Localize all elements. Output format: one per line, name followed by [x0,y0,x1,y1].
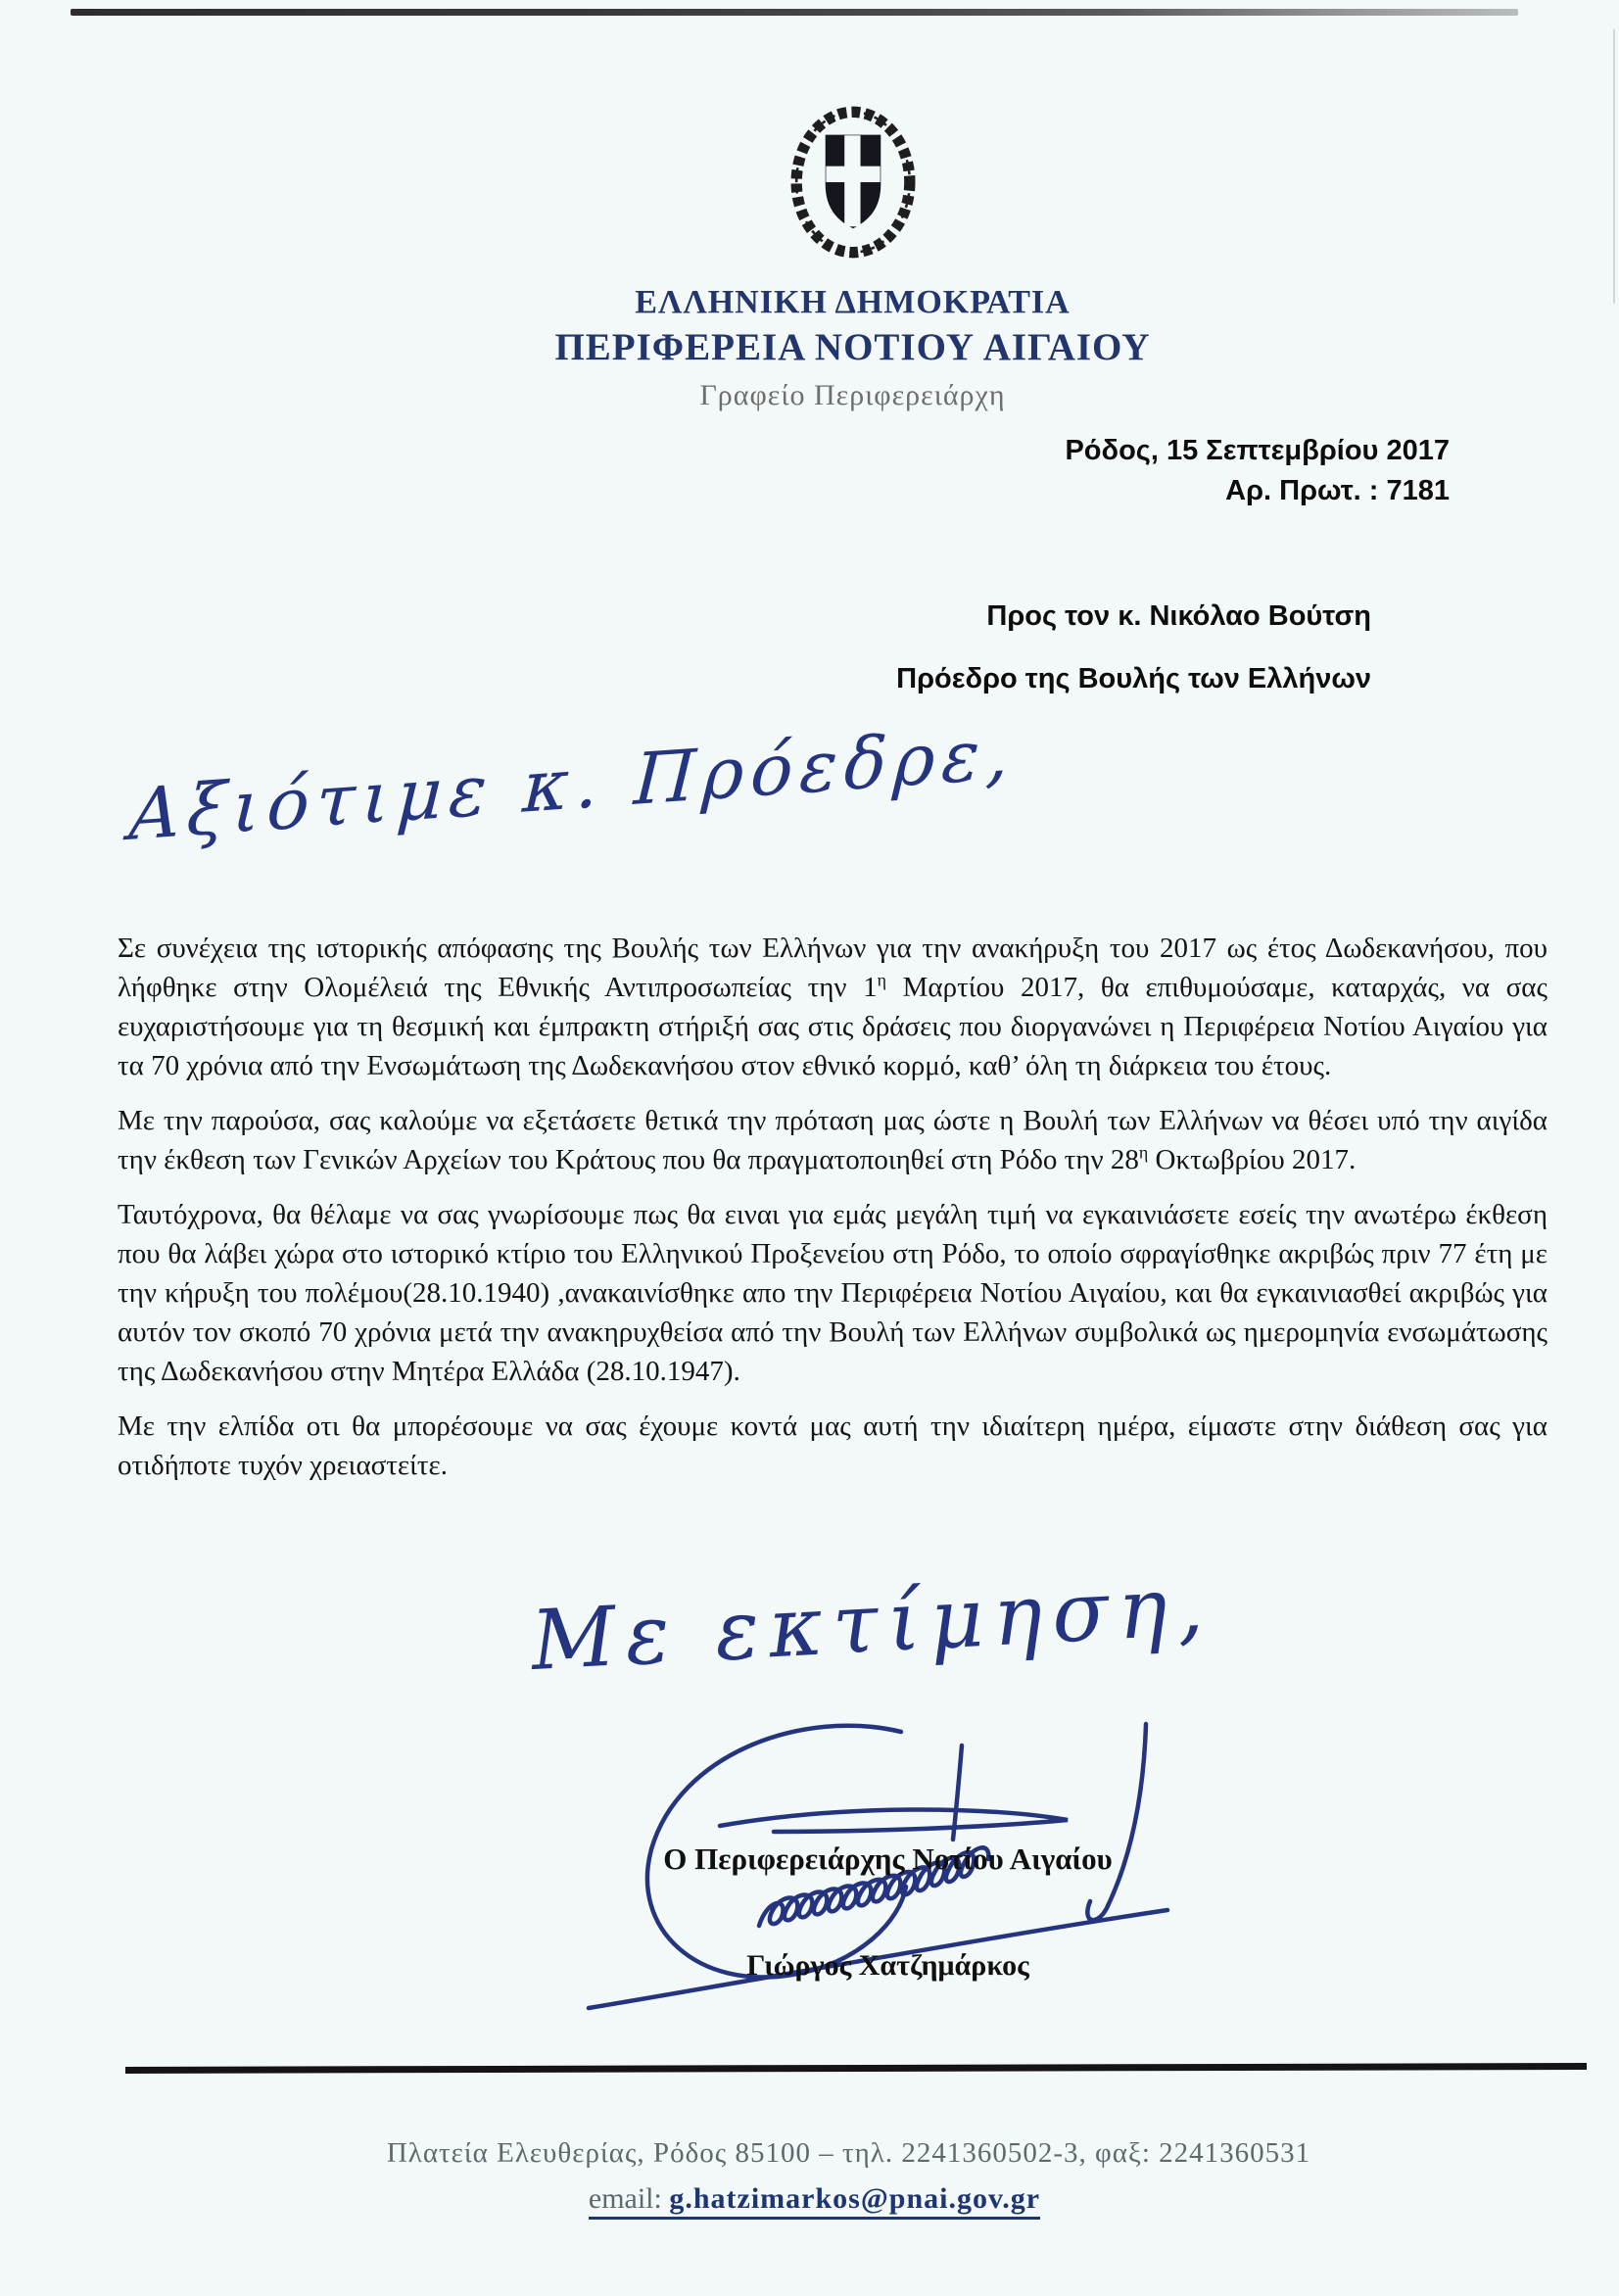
letter-body [118,929,1548,1501]
recipient-name: Προς τον κ. Νικόλαο Βούτση [986,600,1371,632]
org-name-line1: ΕΛΛΗΝΙΚΗ ΔΗΜΟΚΡΑΤΙΑ [635,284,1071,320]
email-link[interactable]: g.hatzimarkos@pnai.gov.gr [669,2182,1041,2215]
footer-email-line [0,2182,1619,2216]
body-paragraph: Με την παρούσα, σας καλούμε να εξετάσετε θετικά την πρόταση μας ώστε η Βουλή των Ελλήνων να θέσει υπό την αιγίδα την έκθεση των Γενικών Αρχείων του Κράτους που θα πραγματοποιηθεί στη Ρόδο την $28^\eta$ Οκτωβρίου 2017. [118,1105,1548,1176]
body-paragraph: Ταυτόχρονα, θα θέλαμε να σας γνωρίσουμε πως θα ειναι για εμάς μεγάλη τιμή να εγκαινιάσετε εσείς την ανωτέρω έκθεση που θα λάβει χώρα στο ιστορικό κτίριο του Ελληνικού Προξενείου στη Ρόδο, το οποίο σφραγίσθηκε ακριβώς πριν 77 έτη με την κήρυξη του πολέμου(28.10.1940) ,ανακαινίσθηκε απο την Περιφέρεια Νοτίου Αιγαίου, και θα εγκαινιασθεί ακριβώς για αυτόν τον σκοπό 70 χρόνια μετά την ανακηρυχθείσα από την Βουλή των Ελλήνων συμβολικά ως ημερομηνία ενσωμάτωσης της Δωδεκανήσου στην Μητέρα Ελλάδα (28.10.1947). [118,1199,1548,1388]
letterhead [0,96,1619,412]
signer-name: Γιώργος Χατζημάρκος [746,1949,1029,1982]
body-paragraph: Σε συνέχεια της ιστορικής απόφασης της Βουλής των Ελλήνων για την ανακήρυξη του 2017 ως έτος Δωδεκανήσου, που λήφθηκε στην Ολομέλειά της Εθνικής Αντιπροσωπείας την $1^\eta$ Μαρτίου 2017, θα επιθυμούσαμε, καταρχάς, να σας ευχαριστήσουμε για τη θεσμική και έμπρακτη στήριξή σας στις δράσεις που διοργανώνει η Περιφέρεια Νοτίου Αιγαίου για τα 70 χρόνια από την Ενσωμάτωση της Δωδεκανήσου στον εθνικό κορμό, καθ’ όλη τη διάρκεια του έτους. [118,933,1548,1082]
email-label: email: [588,2182,662,2215]
office-name: Γραφείο Περιφερειάρχη [699,378,1006,411]
greek-coat-of-arms-icon [779,96,928,268]
signer-title: Ο Περιφερειάρχης Νοτίου Αιγαίου [663,1842,1113,1876]
letter-meta [1065,431,1450,511]
org-name-line2: ΠΕΡΙΦΕΡΕΙΑ ΝΟΤΙΟΥ ΑΙΓΑΙΟΥ [554,325,1151,368]
body-paragraph: Με την ελπίδα οτι θα μπορέσουμε να σας έχουμε κοντά μας αυτή την ιδιαίτερη ημέρα, είμαστε στην διάθεση σας για οτιδήποτε τυχόν χρειαστείτε. [118,1411,1548,1482]
footer-address: Πλατεία Ελευθερίας, Ρόδος 85100 – τηλ. 2241360502-3, φαξ: 2241360531 [386,2137,1311,2169]
recipient-title: Πρόεδρο της Βουλής των Ελλήνων [896,663,1371,694]
scan-artifact-top [71,9,1518,16]
handwritten-closing: Με εκτίμηση, [528,1556,1215,1689]
signature-area [0,1556,1619,2084]
footer-email-wrap [589,2182,1040,2220]
place-date: Ρόδος, 15 Σεπτεμβρίου 2017 [1065,435,1450,466]
protocol-number: Αρ. Πρωτ. : 7181 [1225,475,1450,506]
handwritten-greeting: Αξιότιμε κ. Πρόεδρε, [127,711,1019,856]
recipient-block [896,585,1371,710]
